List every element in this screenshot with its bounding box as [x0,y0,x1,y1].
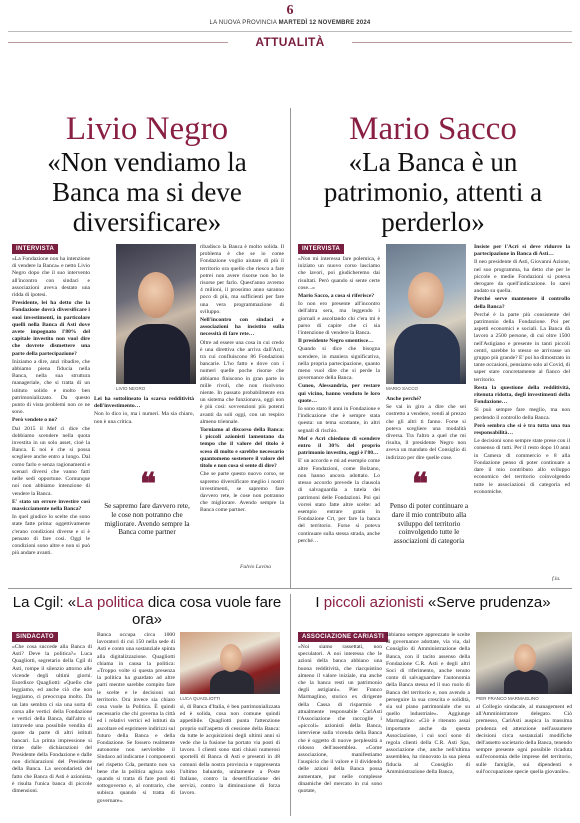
bottom-left-title-prefix: La Cgil: « [12,594,77,611]
right-article-col3 [474,244,570,574]
right-col3-q1: Insiste per l'Acri si deve ridurre la partecipazione in Banca di Asti… [474,244,570,258]
left-col1-q2: Però vendete o no? [12,417,58,424]
left-col3-a2: Che se parte questo nuovo corso, se sapremo diversificare meglio i nostri investimenti, se sapremo fare davvero rete, le cose non potranno che migliorare. Avendo sempre la Banca come partner. [200,471,284,514]
left-col1-a2: Dal 2015 il Mef ci dice che dobbiamo scendere nella quota investita in un solo asset, cioè la Banca. E noi è che si possa scegliere anche entro a lungo. Dal como farlo e senza ragionamenti e scenari diversi che vanno fatti nelle sedi opportune. Comunque noi non abbiamo intenzione di vendere la Banca. [12,425,90,497]
left-col3-a1: Oltre ad essere una cosa in cui credo è una direttiva che arriva dall'Acri, tra cui confluiscono 86 Fondazioni bancarie. L'ho fatto e dove con i numeri quelle poche risorse che abbiamo finiscono in gran parte in mille rivoli, che non risolvono niente. In passato probabilmente era un sistema che funzionava, oggi non è più così: sovvenzioni più potenti avanti da soli oggi, con un respiro almeno triennale. [200,339,284,425]
right-article-headline: «La Banca è un patrimonio, attenti a perderlo» [323,147,543,238]
bottom-right-title-prefix: I [315,594,324,611]
left-pullquote: Se sapremo fare davvero rete, le cose non potranno che migliorare. Avendo sempre la Banca come partner [104,502,190,537]
luca-quagliotti-photo [180,632,280,694]
left-col1-intro: «La Fondazione non ha intenzione di vendere la Banca» e netto Livio Negro dopo che il suo intervento all'incontro con sindaci e associazioni aveva destato una ridda di ipotesi. [12,256,90,299]
bottom-right-title-suffix: «Serve prudenza» [423,594,551,611]
right-article-name: Mario Sacco [349,111,517,147]
right-col1-a3: Io sono stato 8 anni in Fondazione e l'indicazione che è sempre stata questa: un tema scottante, in altri segnali di rischio. [298,406,380,434]
page-number: 6 [286,3,294,18]
bottom-left-title-highlight: La politica [76,594,144,611]
left-col1-q3: E' stato un errore investire così massicciamente nella Banca? [12,498,90,512]
left-article-col3 [200,244,284,560]
bottom-left-col1: «Che cosa succede alla Banca di Asti? Deve la politica?» Luca Quagliotti, segretario della Cgil di Asti, rompe il silenzio attorno alle vicende degli ultimi giorni. Esordisce Quagliotti: «Quello che leggiamo, ed anche ciò che non leggiamo, ci preoccupa molto. Da un lato sembra ci sia una sorta di corsa alle vertici della Fondazione e vertici della Banca, dall'altro si intravede una possibile vendita di quote da parte di altri istituti bancari. La prima impressione si ritrae dalle dichiarazioni del Presidente della Fondazione e dalle non dichiarazioni del Presidente della Banca. La secondarietà del fatto che Banca di Asti è azionista, è risulta l'unica banca di piccole dimensioni. [12,644,92,795]
masthead [0,20,580,26]
left-byline: Fulvio Lavina [240,564,272,570]
right-col2-q: Anche perché? [386,396,422,402]
right-col3-a4: Le decisioni sono sempre state prese con il consenso di tutti. Per il resto dopo 10 anni in Camera di commercio e 8 alla Fondazione penso di poter continuare a dare il mio contributo allo sviluppo economico del territorio coinvolgendo tutte le associazioni di categoria ed economiche. [474,438,570,495]
right-photo-caption: MARIO SACCO [386,386,419,391]
left-article-col2 [94,396,194,466]
left-col2-a: Non lo dico io, ma i numeri. Ma sia chiaro, non è una critica. [94,411,194,425]
right-col1-q2: Il presidente Negro smentisce… [298,338,374,345]
top-rule [8,31,572,32]
mario-sacco-photo [386,244,466,384]
bottom-right-col1: «Noi siamo rassettati, non speculatori. A noi interessa che le azioni della banca abbiano una buona redditività, che riacquistino almeno il valore iniziale, ma anche che la banca resti un patrimonio degli astigiani». Pier Franco Marmaglino, storico ex dirigente della Cassa di risparmio e attualmente responsabile CariAsti l'Associazione che raccoglie i «piccoli» azionisti della Banca, interviene sulla vicenda della Banca che è oggetto di nuove perplessità a ridosso dell'assemblea. «Come associazione, manifestiamo l'auspicio che il valore e il dividendo delle azioni della Banca possa aumentare, pur nelle complesse dinamiche del mercato in cui sono quotate, [298,644,382,795]
bottom-right-col2: abbiamo sempre apprezzato le scelte di governance adottate, via via, dal Consiglio di Amministrazione della Banca, con il tacito assenso della Fondazione C.R. Asti e degli altri Soci di riferimento, anche tenuto conto di salvaguardare l'autonomia della Banca stessa ed il suo ruolo di Banca del territorio e, non avendo a perseguire la sua crescita e solidità, sia sul piano patrimoniale che su quello industriale». Aggiunge Marmaglino: «Ciò è ritenuto assai importante anche da questa Associazione, i cui soci sono di regola clienti della C.R. Asti Spa, associazione che, anche nell'ultima assemblea, ha rinnovato la sua piena fiducia al Consiglio di Amministrazione della Banca, [386,632,470,775]
left-article-headline: «Non vendiamo la Banca ma si deve diversificare» [47,147,247,238]
right-col3-q2: Perché serve mantenere il controllo della Banca? [474,296,570,310]
left-col2-q: Lei ha sottolineato la scarsa redditività dell'investimento… [94,396,194,410]
left-col1-q1: Presidente, lei ha detto che la Fondazione dovrà diversificare i suoi investimenti, in particolare quelli nella Banca di Asti dove avete impegnato l'80% del capitale investito non vuol dire che dovrete dismettere una parte della partecipazione? [12,300,90,357]
right-col3-a2: Perché è la parte più consistente del patrimonio della Fondazione. Poi per aspetti economici e sociali. La Banca dà lavoro a 2500 persone, di cui oltre 1500 nell'Astigiano e presente in tanti piccoli centri, sarebbe lo stesso se arrivasse un gruppo più grande? E' poi ha dimostrato in tante occasioni, pensiamo solo al Covid, di saper stare concretamente al fianco del territorio. [474,311,570,383]
right-article-col1 [298,256,380,572]
left-photo-caption: LIVIO NEGRO [116,386,146,391]
right-interview-tag: INTERVISTA [298,244,344,254]
column-divider [290,108,291,588]
right-col2-a: Se vai in giro a dire che sei costretto a vendere, vendi al prezzo che gli altri ti fanno. Forse si poteva scegliere una modalità diversa. Tra l'altro a quel che mi risulta, il presidente Negro non aveva un mandato del Consiglio di indirizzo per dire quelle cose. [386,404,466,461]
left-article-col1 [12,256,90,572]
bottom-right-title [298,594,568,611]
right-byline: f.la. [552,576,561,582]
right-col1-q3: Cuneo, Alessandria, per restare qui vicino, hanno venduto le loro quote… [298,383,380,404]
left-col1-a1: Iniziamo a dire, anzi ribadire, che abbiamo piena fiducia nella Banca, nella sua struttura manageriale, che si tratta di un istituto solido e molto ben patrimonializzato. Da questo punto di vista problemi non ce ne sono. [12,358,90,416]
left-col3-q1: Nell'incontro con sindaci e associazioni ha insistito sulla necessità di fare rete… [200,317,284,338]
bottom-left-title [12,594,282,628]
bottom-right-col3: al Collegio sindacale, al management ed all'Amministratore delegato. Ciò premesso, CariAsti auspica la massima prudenza ed attenzione nell'assumere decisioni circa sostanziali modifiche dell'assetto societario della Banca, tenendo sempre presente ogni possibile ricaduta sull'economia delle imprese del territorio, sulle famiglie, sui dipendenti e sull'occupazione specie quella giovanile». [476,704,572,775]
right-col1-q4: Mef e Acri chiedono di scendere entro il 30% del proprio patrimonio investito, oggi è l'80… [298,435,380,457]
bottom-left-col2: Banca occupa circa 1000 lavoratori di cui 150 nella sede di Asti e conto una sostanziale spinta alla digitalizzazione. Quagliotti chiama in causa la politica: «Troppo volte si questa presenza la politica ha guardato ad altre parti mentre sarebbe compito fare le scelte e le decisioni sul territorio. Ora invece sia chiaro cosa vuole la Politica. È quindi necessario che chi governa la città ed i relativi vertici ed istituti da ascoltare ed esprimere indirizzi sul futuro della Banca e della Fondazione. Se fossero realmente autonome non servirebbe il Sindaco ad indicarne i componenti nel rispetto Cda, pertanto non va bene che la politica agisca solo quando si tratta di fare posti di sottogoverno e, al contrario, che subisca quando si tratta di governare». [97,632,175,804]
right-col1-q1: Mario Sacco, a cosa si riferisce? [298,293,375,300]
bottom-left-title-suffix: dica cosa vuole fare ora» [131,594,282,628]
right-col3-q4: Però sembra che si è tra tutta una tua responsabilità… [474,422,570,437]
right-col3-a3: Si può sempre fare meglio, ma non perdendo il controllo della Banca. [474,407,570,421]
right-pullquote: Penso di poter continuare a dare il mio contributo alla sviluppo del territorio coinvolgendo tutte le associazioni di categoria [389,502,469,546]
bottom-left-col3: sì, di Banca d'Italia, è ben patrimonializzata ed è solida, cosa non comune quindi appetibile. Quagliotti punta l'attenzione proprio sull'aspetto di cessione della Banca: da tutte le acquisizioni degli ultimi anni si vede che la fusione ha portato via posti di lavoro. I clienti sono stati chiusi numerosi sportelli di Banca di Asti e presenti in 48 comuni della nostra provincia e rappresenta l'ultimo baluardo, unitamente a Poste Italiane, contro la desertificazione dei servizi, contro la diminuzione di forza lavoro. [180,704,280,797]
right-col1-a4: E' un accordo e mi ad esempio come altre Fondazioni, come Bolzano, non hanno ancora adottato. Lo stesso accordo prevede la clausola di salvaguardia a tutela dei patrimoni delle Fondazioni. Poi qui vorrei stato fatte altre scelte: ad esempio entrare gratis in Fondazione Crt, per fare la banca del territorio. Forse si poteva continuare sulla stessa strada, anche perché… [298,458,380,544]
bottom-rule [8,588,572,589]
livio-negro-photo [116,244,196,384]
left-quote-mark-icon: ❝ [140,468,157,501]
right-col1-a2: Quando si dice che bisogna scendere, in maniera significativa, nella propria partecipazione, quanto meno vuol dire che si perde la governance della Banca. [298,346,380,382]
left-article-name: Livio Negro [65,111,229,147]
left-col3-intro: ribadisco la Banca è molto solida. Il problema è che se io come Fondazione voglio aiutare di più il territorio ora quello che riesco a fare potrei non avere risorse non ho le risorse per farlo. Quest'anno avremo 4 milioni, il prossimo anno saranno poco di più, ma sufficienti per fare una vera programmazione di sviluppo. [200,244,284,315]
right-article-col2 [386,396,466,466]
bottom-right-photo-caption: PIER FRANCO MARMAGLINO [476,696,539,701]
cgil-tag: SINDACATO [12,632,58,642]
left-interview-tag: INTERVISTA [12,244,58,254]
right-col3-a1: Il neo presidente di Asti, Giovanni Azione, nel suo programma, ha detto che per le piccole e medie Fondazioni si poteva derogare da quell'indicazione. Io sarei andato su quella. [474,259,570,295]
left-col3-q2: Torniamo al discorso della Banca: i piccoli azionisti lamentano da tempo che il valore del titolo è sceso di molto e sarebbe necessario quantomeno sostenere il valore del titolo e non cosa si sente di dire? [200,427,284,470]
masthead-paper: LA NUOVA PROVINCIA [209,20,277,26]
bottom-right-title-highlight: piccoli azionisti [323,594,424,611]
left-col1-a3: In quel giudice lo scelte che sono state fatte prima: oggettivamente c'erano condizioni diverse e si è pensato di fare così. Oggi le condizioni sono altre e non si può più andare avanti. [12,514,90,557]
right-col3-q3: Resta la questione della redditività, ritenuta ridotta, degli investimenti della Fondazione… [474,384,570,406]
bottom-left-photo-caption: LUCA QUAGLIOTTI [180,696,221,701]
right-col1-a1: Io non ero presente all'incontro dell'altra sera, ma leggendo i giornali e ascoltando chi c'era mi è parso di capire che ci sia l'intenzione di vendere la Banca. [298,301,380,337]
right-quote-mark-icon: ❝ [412,468,429,501]
pier-franco-marmaglino-photo [476,632,572,694]
section-title: ATTUALITÀ [255,35,325,49]
right-col1-intro: «Non mi interessa fare polemica, è iniziato un nuovo corso lasciamo che lavori, poi giudicheremo dai risultati. Però quando si sente certe cose...» [298,256,380,291]
cariasti-tag: ASSOCIAZIONE CARIASTI [298,632,388,642]
masthead-date: MARTEDÌ 12 NOVEMBRE 2024 [278,20,371,26]
bottom-column-divider [290,594,291,816]
